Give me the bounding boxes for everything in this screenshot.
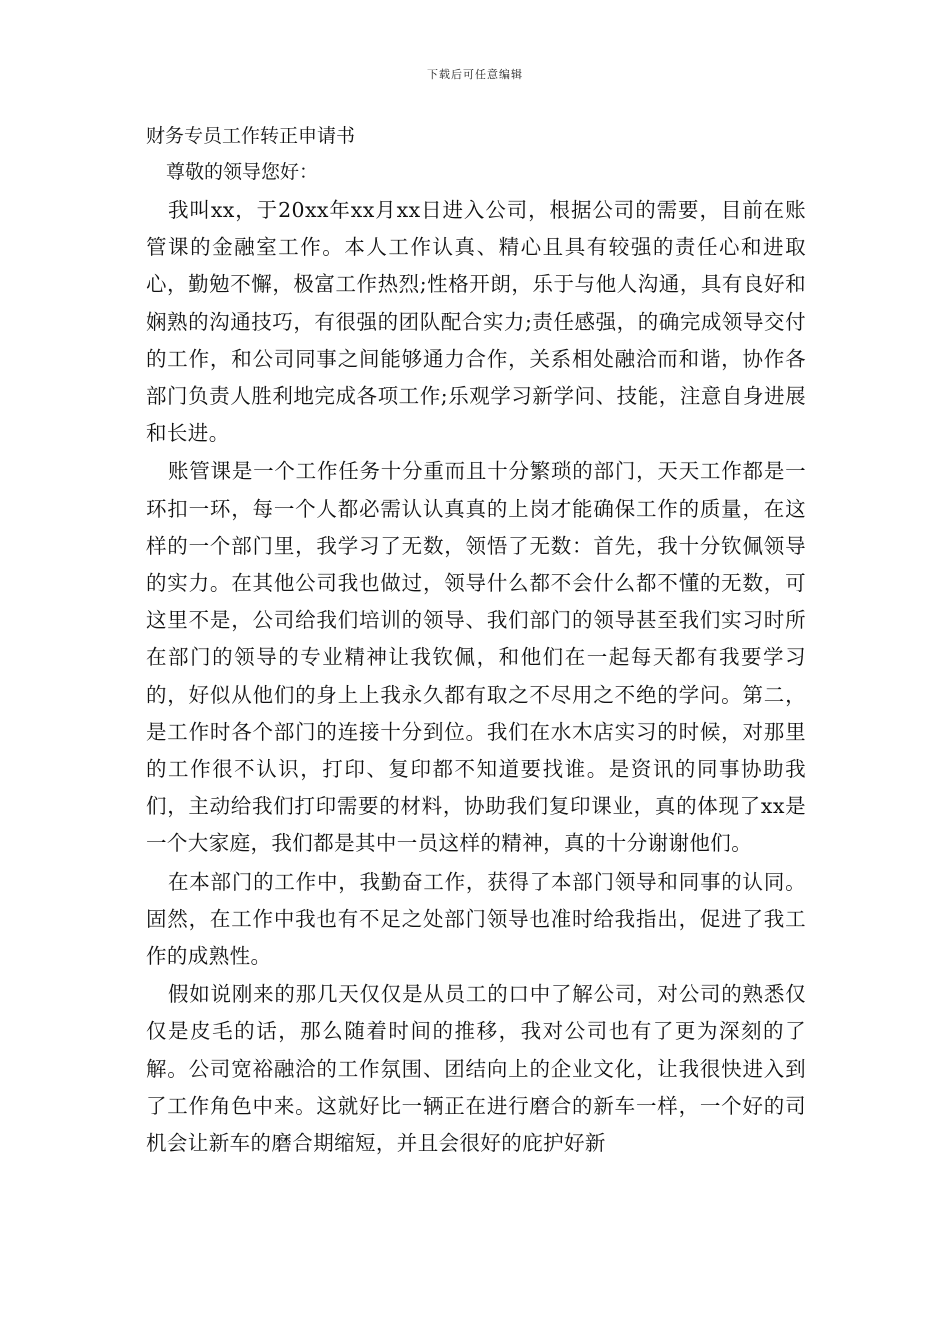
paragraph-2: 账管课是一个工作任务十分重而且十分繁琐的部门，天天工作都是一环扣一环，每一个人都必需认认真真的上岗才能确保工作的质量，在这样的一个部门里，我学习了无数，领悟了无数：首先，我十分钦佩领导的实力。在其他公司我也做过，领导什么都不会什么都不懂的无数，可这里不是，公司给我们培训的领导、我们部门的领导甚至我们实习时所在部门的领导的专业精神让我钦佩，和他们在一起每天都有我要学习的，好似从他们的身上上我永久都有取之不尽用之不绝的学问。第二，是工作时各个部门的连接十分到位。我们在水木店实习的时候，对那里的工作很不认识，打印、复印都不知道要找谁。是资讯的同事协助我们，主动给我们打印需要的材料，协助我们复印课业，真的体现了xx是一个大家庭，我们都是其中一员这样的精神，真的十分谢谢他们。	[146, 459, 806, 856]
document-title: 财务专员工作转正申请书	[146, 125, 356, 147]
document-body	[146, 118, 806, 1162]
paragraph-1: 我叫xx，于20xx年xx月xx日进入公司，根据公司的需要，目前在账管课的金融室工作。本人工作认真、精心且具有较强的责任心和进取心，勤勉不懈，极富工作热烈;性格开朗，乐于与他人沟通，具有良好和娴熟的沟通技巧，有很强的团队配合实力;责任感强，的确完成领导交付的工作，和公司同事之间能够通力合作，关系相处融洽而和谐，协作各部门负责人胜利地完成各项工作;乐观学习新学问、技能，注意自身进展和长进。	[146, 198, 806, 446]
header-note: 下载后可任意编辑	[427, 68, 523, 81]
paragraph-4: 假如说刚来的那几天仅仅是从员工的口中了解公司，对公司的熟悉仅仅是皮毛的话，那么随着时间的推移，我对公司也有了更为深刻的了解。公司宽裕融洽的工作氛围、团结向上的企业文化，让我很快进入到了工作角色中来。这就好比一辆正在进行磨合的新车一样，一个好的司机会让新车的磨合期缩短，并且会很好的庇护好新	[146, 982, 806, 1156]
salutation: 尊敬的领导您好：	[166, 161, 319, 183]
paragraph-3: 在本部门的工作中，我勤奋工作，获得了本部门领导和同事的认同。固然，在工作中我也有不足之处部门领导也准时给我指出，促进了我工作的成熟性。	[146, 869, 806, 969]
